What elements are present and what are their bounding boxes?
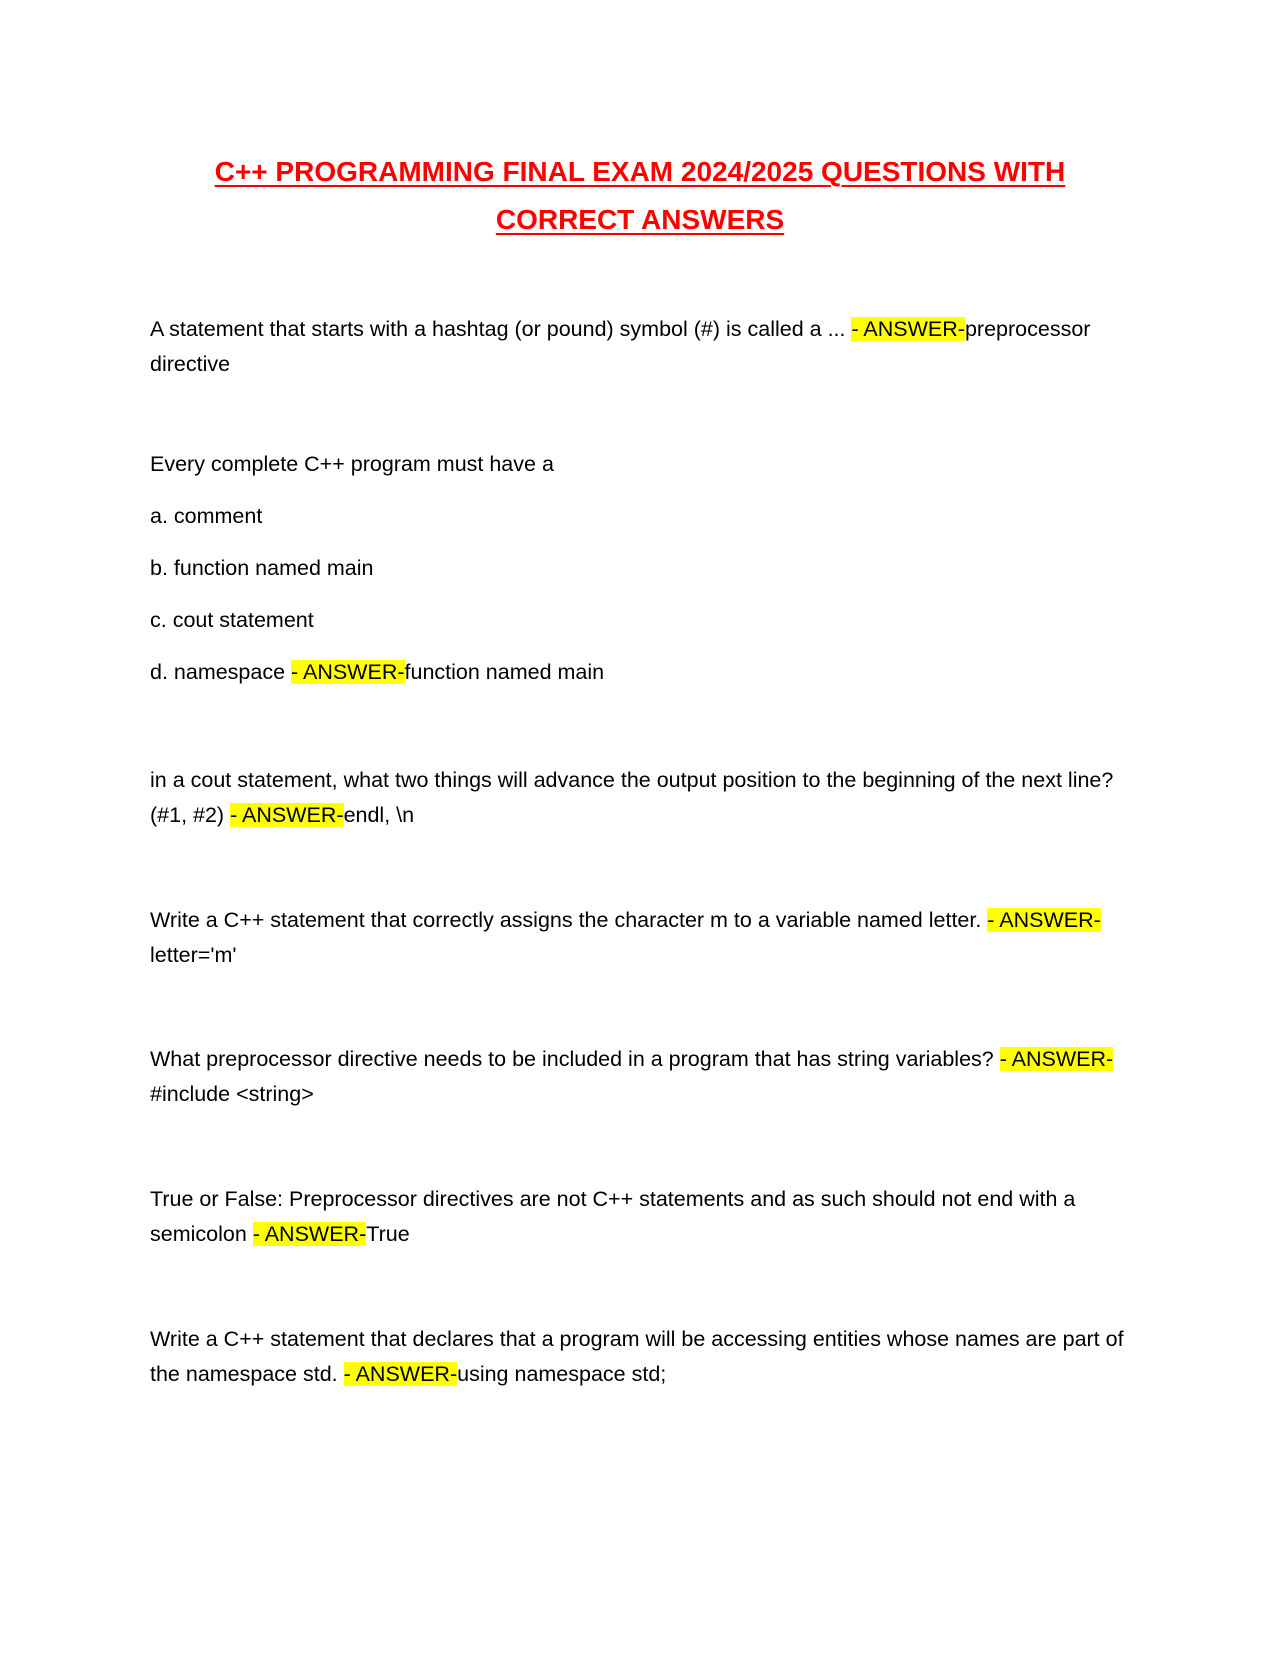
question-2-option-b: b. function named main [150, 556, 374, 580]
question-5-answer: #include <string> [150, 1082, 314, 1106]
question-1 [150, 312, 1140, 382]
answer-marker: - ANSWER- [252, 1222, 367, 1246]
question-7 [150, 1322, 1140, 1392]
question-2-answer: function named main [404, 660, 605, 684]
question-7-text: Write a C++ statement that declares that a program will be accessing entities whose names are part of the namespace std. [150, 1327, 1124, 1386]
answer-marker: - ANSWER- [851, 317, 965, 341]
answer-marker: - ANSWER- [999, 1047, 1114, 1071]
document-title [150, 148, 1130, 244]
title-line-2: CORRECT ANSWERS [495, 204, 785, 235]
answer-marker: - ANSWER- [987, 908, 1101, 932]
question-7-answer: using namespace std; [457, 1362, 667, 1386]
question-5 [150, 1042, 1140, 1112]
question-2-option-d-text: d. namespace [150, 660, 292, 684]
question-6 [150, 1182, 1140, 1252]
question-6-answer: True [366, 1222, 410, 1246]
question-4-text: Write a C++ statement that correctly assigns the character m to a variable named letter. [150, 908, 988, 932]
question-5-text: What preprocessor directive needs to be included in a program that has string variables? [150, 1047, 1000, 1071]
question-4 [150, 903, 1140, 973]
title-line-1: C++ PROGRAMMING FINAL EXAM 2024/2025 QUESTIONS WITH [214, 156, 1066, 187]
question-2-option-c: c. cout statement [150, 608, 314, 632]
question-2-text: Every complete C++ program must have a [150, 452, 554, 476]
question-1-text: A statement that starts with a hashtag (or pound) symbol (#) is called a ... [150, 317, 852, 341]
question-3-answer: endl, \n [343, 803, 415, 827]
question-2-option-a: a. comment [150, 504, 263, 528]
question-3 [150, 763, 1140, 833]
question-2-option-d [150, 655, 604, 690]
answer-marker: - ANSWER- [230, 803, 344, 827]
answer-marker: - ANSWER- [343, 1362, 458, 1386]
question-6-text: True or False: Preprocessor directives are not C++ statements and as such should not end with a semicolon [150, 1187, 1076, 1246]
question-3-text: in a cout statement, what two things will advance the output position to the beginning of the next line? (#1, #2) [150, 768, 1114, 827]
question-1-answer: preprocessor directive [150, 317, 1091, 376]
question-4-answer: letter='m' [150, 943, 237, 967]
answer-marker: - ANSWER- [291, 660, 405, 684]
